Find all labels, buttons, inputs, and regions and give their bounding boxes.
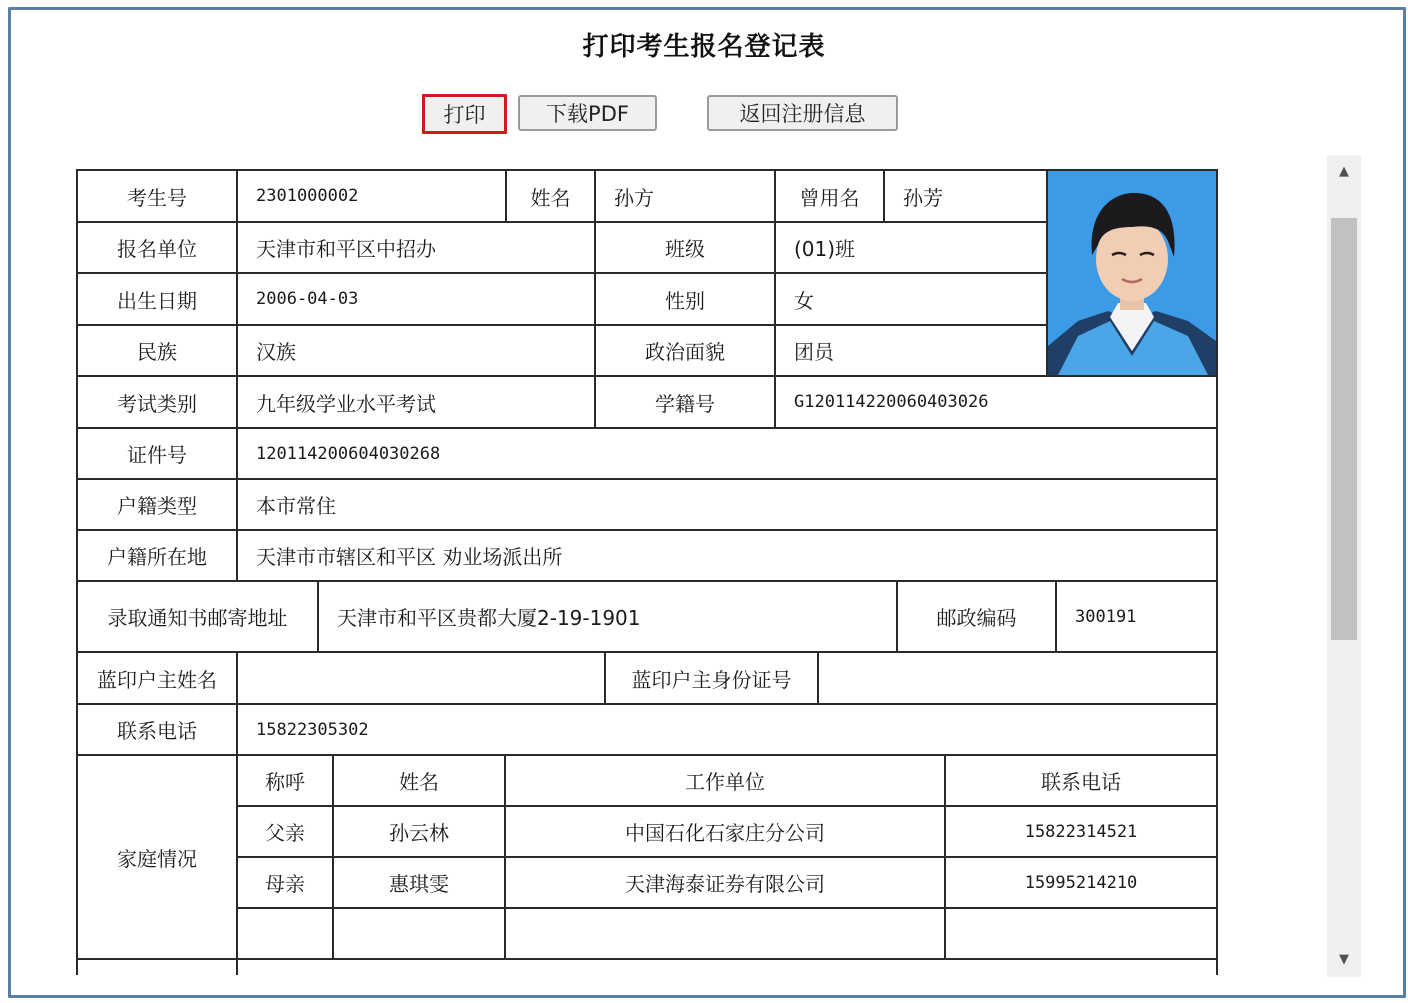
exam-no-value: 2301000002 [236, 169, 507, 223]
gender-value: 女 [774, 272, 1048, 326]
student-id-label: 学籍号 [594, 375, 776, 429]
id-no-value: 120114200604030268 [236, 427, 1218, 480]
family-row-name [332, 907, 506, 960]
scroll-up-arrow-icon[interactable]: ▲ [1339, 163, 1349, 179]
mail-address-value: 天津市和平区贵都大厦2-19-1901 [317, 580, 898, 653]
family-header-phone: 联系电话 [944, 754, 1218, 807]
former-name-label: 曾用名 [774, 169, 885, 223]
family-section-label: 家庭情况 [76, 754, 238, 960]
former-name-value: 孙芳 [883, 169, 1048, 223]
scrollbar-thumb[interactable] [1331, 218, 1357, 640]
phone-label: 联系电话 [76, 703, 238, 756]
class-label: 班级 [594, 221, 776, 274]
phone-value: 15822305302 [236, 703, 1218, 756]
exam-no-label: 考生号 [76, 169, 238, 223]
person-photo-icon [1048, 171, 1216, 375]
hukou-location-value: 天津市市辖区和平区 劝业场派出所 [236, 529, 1218, 582]
family-row-relation: 父亲 [236, 805, 334, 858]
exam-type-label: 考试类别 [76, 375, 238, 429]
next-row-label [76, 958, 238, 975]
family-row-employer: 天津海泰证券有限公司 [504, 856, 946, 909]
postcode-value: 300191 [1055, 580, 1218, 653]
family-row-relation: 母亲 [236, 856, 334, 909]
family-row-phone: 15995214210 [944, 856, 1218, 909]
family-header-employer: 工作单位 [504, 754, 946, 807]
blue-householder-name-value [236, 651, 606, 705]
page-title: 打印考生报名登记表 [582, 32, 826, 62]
family-row-name: 孙云林 [332, 805, 506, 858]
scroll-down-arrow-icon[interactable]: ▼ [1339, 951, 1349, 967]
student-id-value: G120114220060403026 [774, 375, 1218, 429]
hukou-type-value: 本市常住 [236, 478, 1218, 531]
political-label: 政治面貌 [594, 324, 776, 377]
ethnic-value: 汉族 [236, 324, 596, 377]
mail-address-label: 录取通知书邮寄地址 [76, 580, 319, 653]
family-row-phone [944, 907, 1218, 960]
ethnic-label: 民族 [76, 324, 238, 377]
family-row-relation [236, 907, 334, 960]
reg-unit-value: 天津市和平区中招办 [236, 221, 596, 274]
student-photo [1046, 169, 1218, 377]
birth-value: 2006-04-03 [236, 272, 596, 326]
hukou-type-label: 户籍类型 [76, 478, 238, 531]
birth-label: 出生日期 [76, 272, 238, 326]
family-header-name: 姓名 [332, 754, 506, 807]
postcode-label: 邮政编码 [896, 580, 1057, 653]
blue-householder-id-label: 蓝印户主身份证号 [604, 651, 819, 705]
family-row-employer: 中国石化石家庄分公司 [504, 805, 946, 858]
id-no-label: 证件号 [76, 427, 238, 480]
name-label: 姓名 [505, 169, 596, 223]
family-row-phone: 15822314521 [944, 805, 1218, 858]
download-pdf-button[interactable]: 下载PDF [518, 95, 657, 131]
hukou-location-label: 户籍所在地 [76, 529, 238, 582]
reg-unit-label: 报名单位 [76, 221, 238, 274]
back-to-registration-button[interactable]: 返回注册信息 [707, 95, 898, 131]
family-row-name: 惠琪雯 [332, 856, 506, 909]
family-row-employer [504, 907, 946, 960]
print-button[interactable]: 打印 [422, 94, 507, 134]
gender-label: 性别 [594, 272, 776, 326]
name-value: 孙方 [594, 169, 776, 223]
registration-form-table [76, 169, 1218, 975]
family-header-relation: 称呼 [236, 754, 334, 807]
exam-type-value: 九年级学业水平考试 [236, 375, 596, 429]
next-row-value [236, 958, 1218, 975]
class-value: (01)班 [774, 221, 1048, 274]
blue-householder-name-label: 蓝印户主姓名 [76, 651, 238, 705]
blue-householder-id-value [817, 651, 1218, 705]
political-value: 团员 [774, 324, 1048, 377]
